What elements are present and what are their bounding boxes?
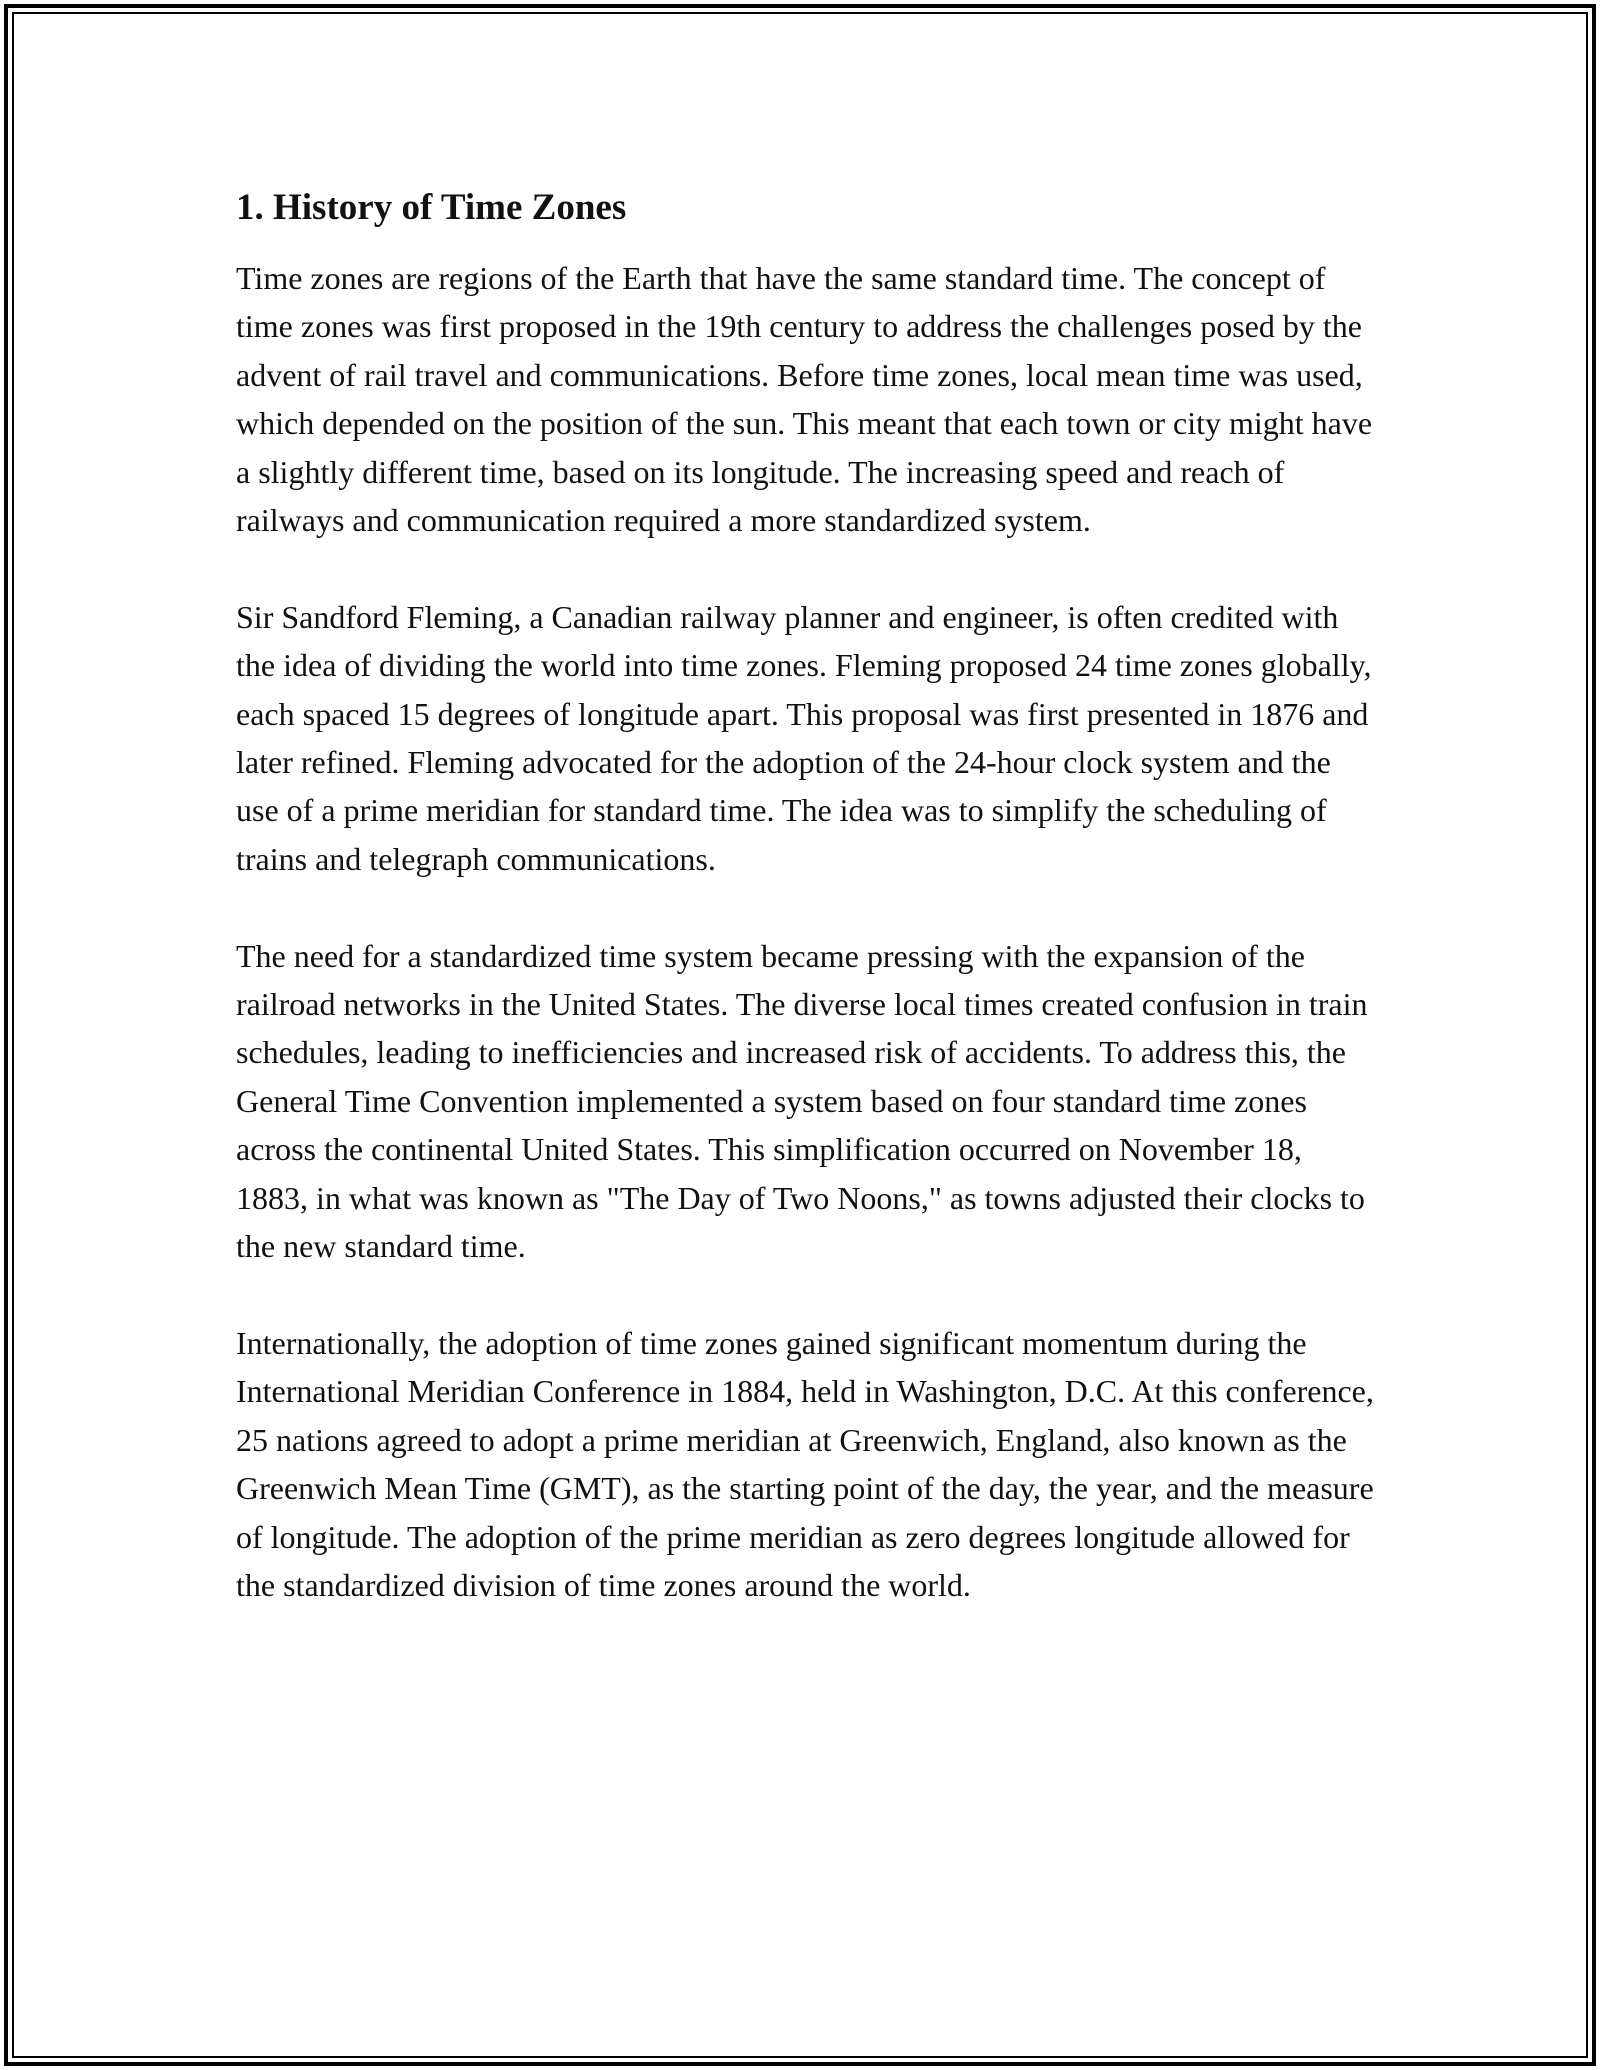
paragraph-meridian-conference: Internationally, the adoption of time zones gained significant momentum during the International Meridian Conference in 1884, held in Washington, D.C. At this conference, 25 nations agreed to adopt a prime meridian at Greenwich, England, also known as the Greenwich Mean Time (GMT), as the starting point of the day, the year, and the measure of longitude. The adoption of the prime meridian as zero degrees longitude allowed for the standardized division of time zones around the world. [236, 1324, 1374, 1603]
document-body [236, 184, 1376, 1658]
paragraph-intro: Time zones are regions of the Earth that have the same standard time. The concept of time zones was first proposed in the 19th century to address the challenges posed by the advent of rail travel and communications. Before time zones, local mean time was used, which depended on the position of the sun. This meant that each town or city might have a slightly different time, based on its longitude. The increasing speed and reach of railways and communication required a more standardized system. [236, 260, 1373, 539]
section-heading: 1. History of Time Zones [236, 187, 627, 228]
paragraph-us-railroads: The need for a standardized time system became pressing with the expansion of the railroad networks in the United States. The diverse local times created confusion in train schedules, leading to inefficiencies and increased risk of accidents. To address this, the General Time Convention implemented a system based on four standard time zones across the continental United States. This simplification occurred on November 18, 1883, in what was known as "The Day of Two Noons," as towns adjusted their clocks to the new standard time. [236, 937, 1368, 1265]
paragraph-fleming: Sir Sandford Fleming, a Canadian railway planner and engineer, is often credited with the idea of dividing the world into time zones. Fleming proposed 24 time zones globally, each spaced 15 degrees of longitude apart. This proposal was first presented in 1876 and later refined. Fleming advocated for the adoption of the 24-hour clock system and the use of a prime meridian for standard time. The idea was to simplify the scheduling of trains and telegraph communications. [236, 598, 1372, 877]
